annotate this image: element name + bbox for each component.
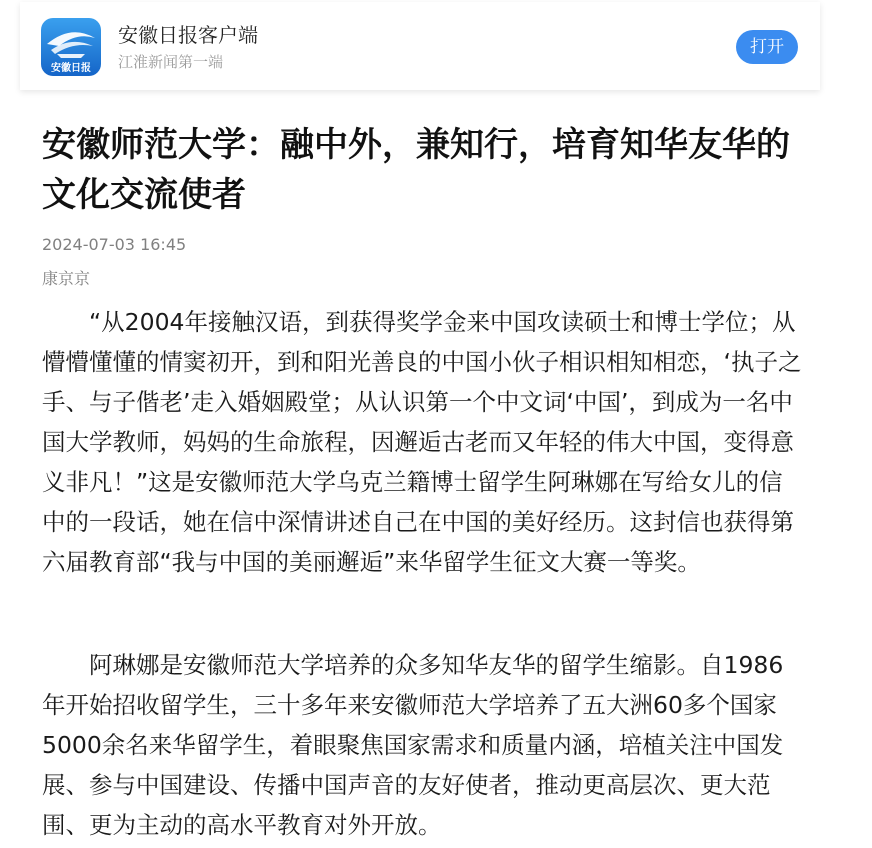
logo-text: 安徽日报 [51,63,91,74]
publish-date: 2024-07-03 16:45 [42,235,187,254]
app-name: 安徽日报客户端 [118,23,258,47]
open-app-button[interactable]: 打开 [736,30,798,64]
app-download-banner[interactable] [20,2,820,90]
author-name: 康京京 [42,269,91,288]
newspaper-logo-icon [41,18,101,76]
app-slogan: 江淮新闻第一端 [118,53,224,71]
article-paragraph: “从2004年接触汉语，到获得奖学金来中国攻读硕士和博士学位；从懵懵懂懂的情窦初开，到和阳光善良的中国小伙子相识相知相恋，‘执子之手、与子偕老’走入婚姻殿堂；从认识第一个中文词‘中国’，到成为一名中国大学教师，妈妈的生命旅程，因邂逅古老而又年轻的伟大中国，变得意义非凡！”这是安徽师范大学乌克兰籍博士留学生阿琳娜在写给女儿的信中的一段话，她在信中深情讲述自己在中国的美好经历。这封信也获得第六届教育部“我与中国的美丽邂逅”来华留学生征文大赛一等奖。 [42,308,802,576]
article-title: 安徽师范大学：融中外，兼知行，培育知华友华的文化交流使者 [42,125,790,215]
article-paragraph: 阿琳娜是安徽师范大学培养的众多知华友华的留学生缩影。自1986年开始招收留学生，三十多年来安徽师范大学培养了五大洲60多个国家5000余名来华留学生，着眼聚焦国家需求和质量内涵，培植关注中国发展、参与中国建设、传播中国声音的友好使者，推动更高层次、更大范围、更为主动的高水平教育对外开放。 [42,651,784,839]
app-logo[interactable] [41,18,101,76]
